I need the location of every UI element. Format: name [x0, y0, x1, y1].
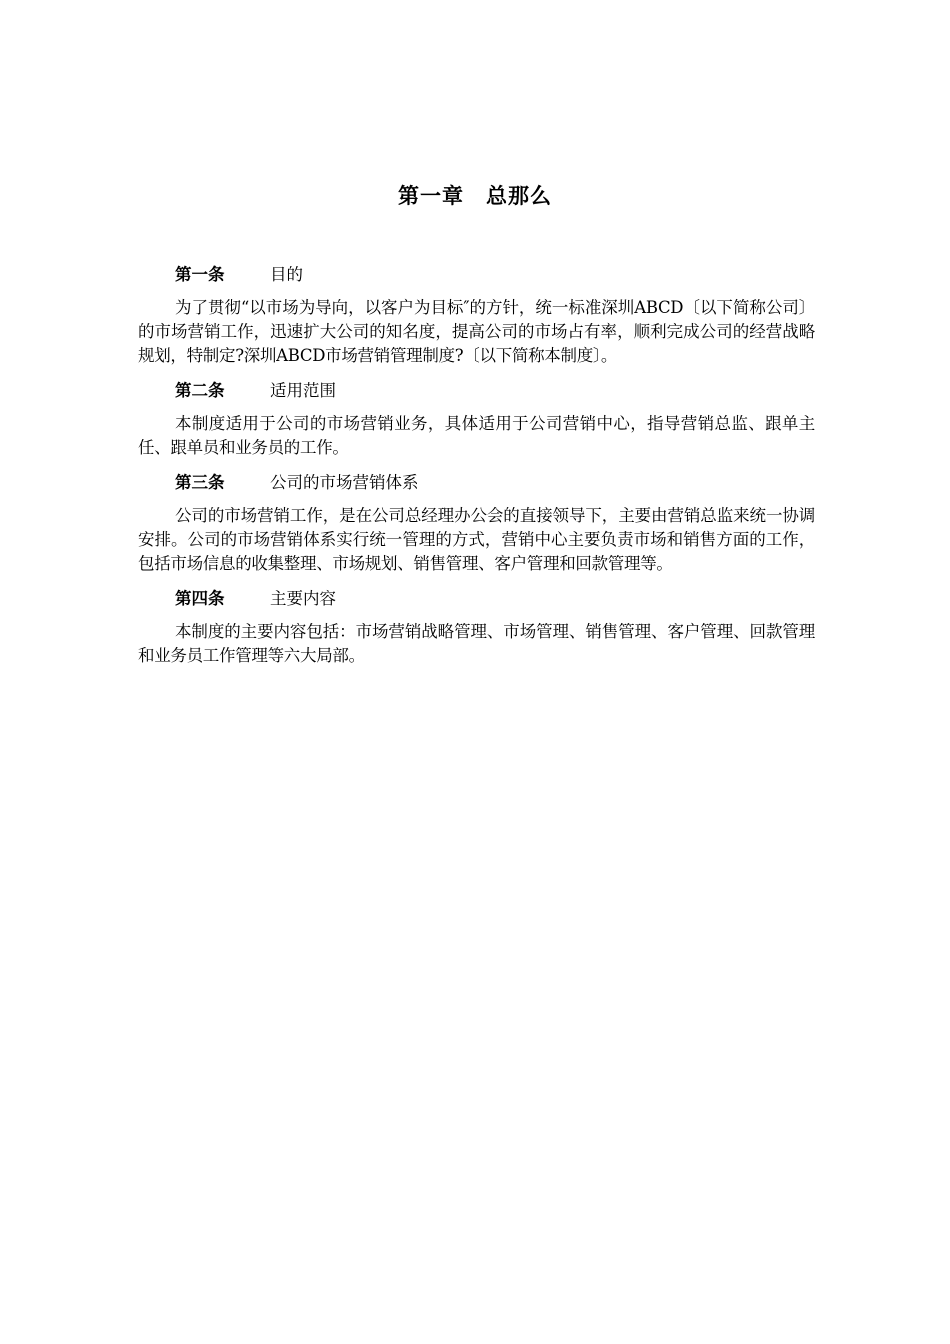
article-number: 第一条 — [175, 265, 225, 284]
article-topic: 目的 — [270, 265, 303, 284]
article-heading — [138, 262, 815, 288]
article-number: 第四条 — [175, 589, 225, 608]
chapter-content — [138, 262, 815, 678]
article-topic: 公司的市场营销体系 — [270, 473, 419, 492]
article-number: 第二条 — [175, 381, 225, 400]
article-body: 为了贯彻“以市场为导向，以客户为目标″的方针，统一标准深圳ABCD〔以下简称公司〕的市场营销工作，迅速扩大公司的知名度，提高公司的市场占有率，顺利完成公司的经营战略规划，特制定?深圳ABCD市场营销管理制度?〔以下简称本制度〕。 — [138, 298, 815, 365]
article-body: 本制度的主要内容包括：市场营销战略管理、市场管理、销售管理、客户管理、回款管理和业务员工作管理等六大局部。 — [138, 622, 815, 665]
article-number: 第三条 — [175, 473, 225, 492]
article-topic: 适用范围 — [270, 381, 336, 400]
article-topic: 主要内容 — [270, 589, 336, 608]
article-4 — [138, 586, 815, 668]
article-heading — [138, 378, 815, 404]
article-3 — [138, 470, 815, 576]
article-2 — [138, 378, 815, 460]
chapter-title: 第一章 总那么 — [398, 184, 552, 208]
article-body: 公司的市场营销工作，是在公司总经理办公会的直接领导下，主要由营销总监来统一协调安排。公司的市场营销体系实行统一管理的方式，营销中心主要负责市场和销售方面的工作，包括市场信息的收集整理、市场规划、销售管理、客户管理和回款管理等。 — [138, 506, 815, 573]
article-heading — [138, 586, 815, 612]
article-1 — [138, 262, 815, 368]
article-body: 本制度适用于公司的市场营销业务，具体适用于公司营销中心，指导营销总监、跟单主任、跟单员和业务员的工作。 — [138, 414, 815, 457]
article-heading — [138, 470, 815, 496]
